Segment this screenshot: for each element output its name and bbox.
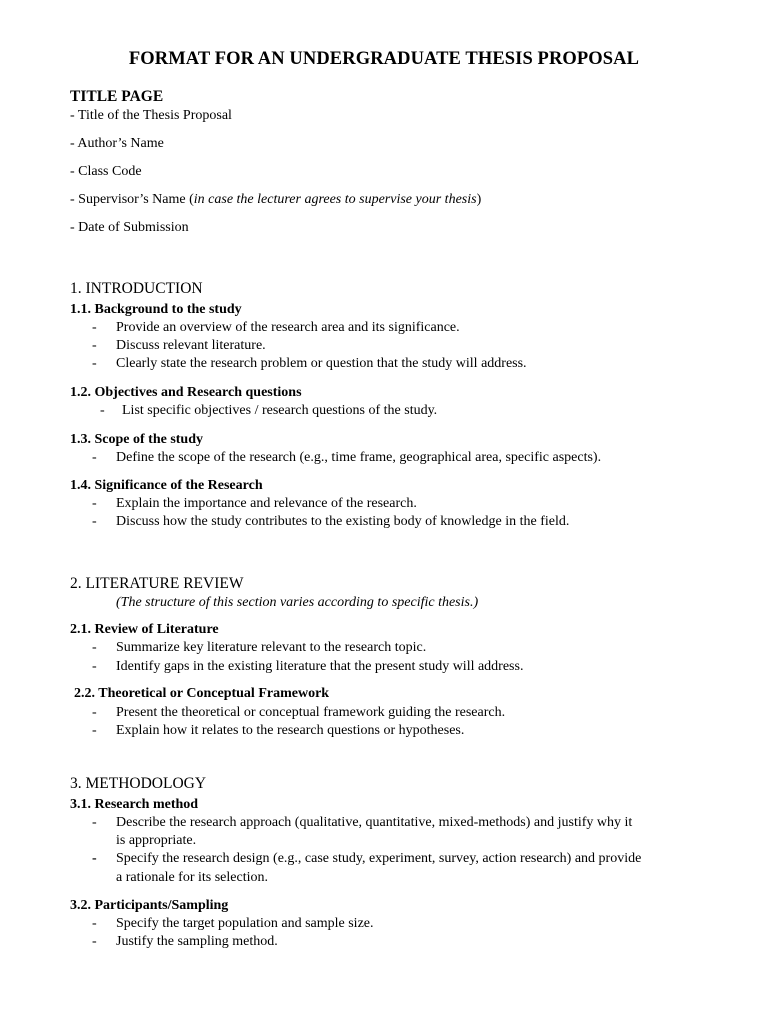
bullet-text: Specify the target population and sample size. bbox=[116, 916, 374, 931]
bullet-marker: - bbox=[92, 338, 97, 353]
supervisor-prefix: - Supervisor’s Name ( bbox=[70, 192, 194, 207]
section-literature-heading: 2. LITERATURE REVIEW bbox=[70, 575, 244, 592]
bullet-text: Describe the research approach (qualitative, quantitative, mixed-methods) and justify why it bbox=[116, 815, 633, 830]
bullet-marker: - bbox=[92, 705, 97, 720]
literature-note: (The structure of this section varies according to specific thesis.) bbox=[116, 595, 479, 610]
bullet-text: Provide an overview of the research area and its significance. bbox=[116, 320, 460, 335]
bullet-marker: - bbox=[92, 934, 97, 949]
subsection-1-4-heading: 1.4. Significance of the Research bbox=[70, 478, 263, 493]
bullet-marker: - bbox=[92, 659, 97, 674]
bullet-text: Define the scope of the research (e.g., time frame, geographical area, specific aspects). bbox=[116, 450, 602, 465]
bullet-text-continued: a rationale for its selection. bbox=[116, 870, 268, 885]
subsection-1-1-heading: 1.1. Background to the study bbox=[70, 302, 242, 317]
title-page-heading: TITLE PAGE bbox=[70, 88, 164, 105]
bullet-marker: - bbox=[92, 514, 97, 529]
bullet-marker: - bbox=[92, 320, 97, 335]
bullet-marker: - bbox=[92, 356, 97, 371]
supervisor-suffix: ) bbox=[476, 192, 482, 207]
supervisor-note: in case the lecturer agrees to supervise your thesis bbox=[193, 192, 477, 207]
bullet-text: Present the theoretical or conceptual framework guiding the research. bbox=[116, 705, 506, 720]
subsection-3-1-heading: 3.1. Research method bbox=[70, 797, 199, 812]
subsection-2-1-heading: 2.1. Review of Literature bbox=[70, 622, 219, 637]
bullet-text: Explain the importance and relevance of the research. bbox=[116, 496, 417, 511]
bullet-marker: - bbox=[92, 640, 97, 655]
subsection-1-3-heading: 1.3. Scope of the study bbox=[70, 432, 204, 447]
bullet-text: Specify the research design (e.g., case study, experiment, survey, action research) and provide bbox=[116, 851, 642, 866]
bullet-marker: - bbox=[92, 450, 97, 465]
bullet-text: Explain how it relates to the research questions or hypotheses. bbox=[116, 723, 465, 738]
title-page-item-supervisor bbox=[70, 192, 481, 208]
bullet-text: Discuss how the study contributes to the existing body of knowledge in the field. bbox=[116, 514, 570, 529]
section-introduction-heading: 1. INTRODUCTION bbox=[70, 280, 203, 297]
bullet-text-continued: is appropriate. bbox=[116, 833, 197, 848]
subsection-2-2-heading: 2.2. Theoretical or Conceptual Framework bbox=[74, 686, 330, 701]
bullet-marker: - bbox=[92, 496, 97, 511]
bullet-text: Discuss relevant literature. bbox=[116, 338, 266, 353]
bullet-marker: - bbox=[92, 723, 97, 738]
subsection-1-2-heading: 1.2. Objectives and Research questions bbox=[70, 385, 302, 400]
title-page-item-date: - Date of Submission bbox=[70, 220, 189, 235]
subsection-3-2-heading: 3.2. Participants/Sampling bbox=[70, 898, 229, 913]
bullet-text: Identify gaps in the existing literature that the present study will address. bbox=[116, 659, 524, 674]
bullet-marker: - bbox=[92, 851, 97, 866]
section-methodology-heading: 3. METHODOLOGY bbox=[70, 775, 207, 792]
bullet-text: Clearly state the research problem or question that the study will address. bbox=[116, 356, 527, 371]
bullet-text: Justify the sampling method. bbox=[116, 934, 278, 949]
title-page-item-author: - Author’s Name bbox=[70, 136, 164, 151]
bullet-marker: - bbox=[92, 815, 97, 830]
bullet-marker: - bbox=[100, 403, 105, 418]
title-page-item-class-code: - Class Code bbox=[70, 164, 142, 179]
document-title: FORMAT FOR AN UNDERGRADUATE THESIS PROPOSAL bbox=[128, 49, 640, 69]
bullet-text: List specific objectives / research questions of the study. bbox=[122, 403, 438, 418]
title-page-item-title: - Title of the Thesis Proposal bbox=[70, 108, 232, 123]
bullet-text: Summarize key literature relevant to the research topic. bbox=[116, 640, 427, 655]
bullet-marker: - bbox=[92, 916, 97, 931]
